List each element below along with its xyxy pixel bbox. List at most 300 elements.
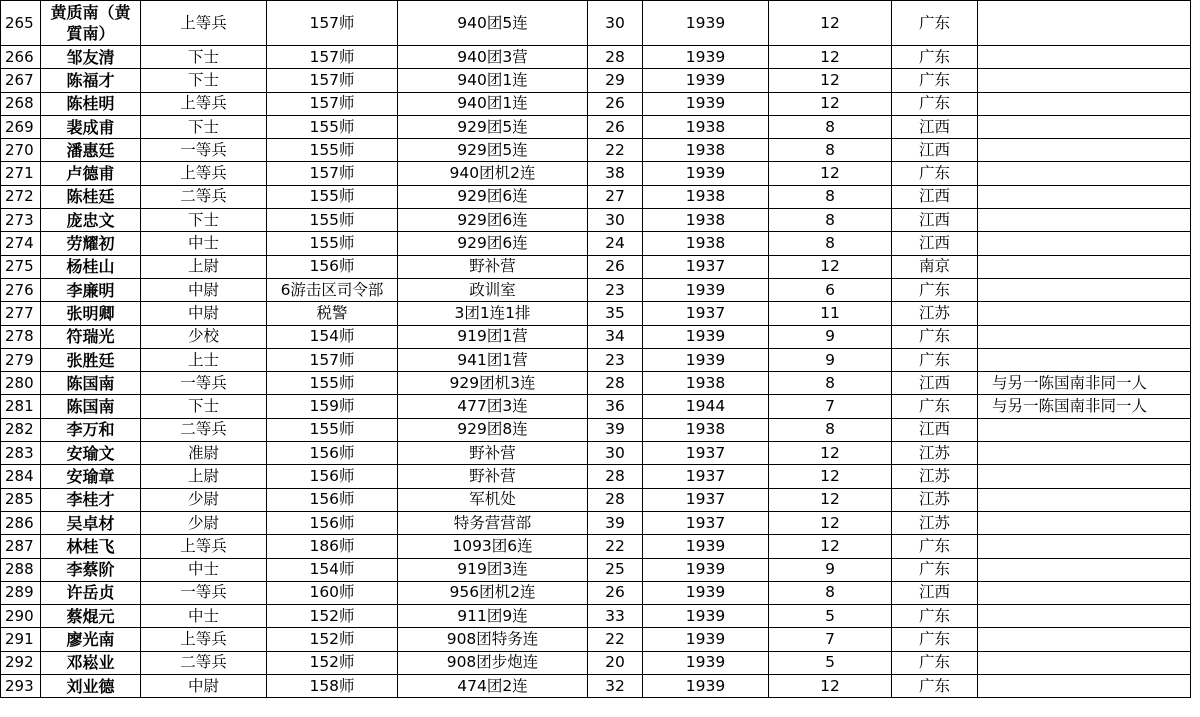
year-cell: 1937 bbox=[643, 255, 769, 278]
province-cell: 广东 bbox=[892, 162, 978, 185]
division-cell: 156师 bbox=[267, 511, 398, 534]
table-row bbox=[1, 302, 1191, 325]
province-cell: 广东 bbox=[892, 651, 978, 674]
division-cell: 154师 bbox=[267, 325, 398, 348]
age-cell: 27 bbox=[588, 185, 643, 208]
table-row bbox=[1, 325, 1191, 348]
row-number-cell: 282 bbox=[1, 418, 41, 441]
unit-cell: 政训室 bbox=[398, 278, 588, 301]
rank-cell: 上尉 bbox=[141, 255, 267, 278]
year-cell: 1939 bbox=[643, 348, 769, 371]
province-cell: 广东 bbox=[892, 278, 978, 301]
rank-cell: 中士 bbox=[141, 605, 267, 628]
month-cell: 12 bbox=[769, 46, 892, 69]
row-number-cell: 266 bbox=[1, 46, 41, 69]
soldier-name-cell: 陈桂明 bbox=[41, 92, 141, 115]
note-cell bbox=[978, 651, 1191, 674]
soldier-name-cell: 陈国南 bbox=[41, 395, 141, 418]
table-row bbox=[1, 348, 1191, 371]
province-cell: 江西 bbox=[892, 139, 978, 162]
note-cell bbox=[978, 69, 1191, 92]
year-cell: 1938 bbox=[643, 185, 769, 208]
row-number-cell: 271 bbox=[1, 162, 41, 185]
unit-cell: 919团3连 bbox=[398, 558, 588, 581]
soldier-name-cell: 陈桂廷 bbox=[41, 185, 141, 208]
row-number-cell: 288 bbox=[1, 558, 41, 581]
soldier-name-cell: 林桂飞 bbox=[41, 535, 141, 558]
note-cell bbox=[978, 139, 1191, 162]
note-cell bbox=[978, 488, 1191, 511]
unit-cell: 929团6连 bbox=[398, 185, 588, 208]
month-cell: 8 bbox=[769, 115, 892, 138]
month-cell: 12 bbox=[769, 69, 892, 92]
year-cell: 1939 bbox=[643, 69, 769, 92]
age-cell: 28 bbox=[588, 372, 643, 395]
division-cell: 152师 bbox=[267, 651, 398, 674]
rank-cell: 上等兵 bbox=[141, 92, 267, 115]
province-cell: 江苏 bbox=[892, 465, 978, 488]
rank-cell: 一等兵 bbox=[141, 372, 267, 395]
division-cell: 157师 bbox=[267, 348, 398, 371]
month-cell: 8 bbox=[769, 185, 892, 208]
division-cell: 160师 bbox=[267, 581, 398, 604]
division-cell: 156师 bbox=[267, 442, 398, 465]
year-cell: 1937 bbox=[643, 465, 769, 488]
row-number-cell: 267 bbox=[1, 69, 41, 92]
note-cell bbox=[978, 1, 1191, 46]
province-cell: 江西 bbox=[892, 115, 978, 138]
province-cell: 江西 bbox=[892, 209, 978, 232]
unit-cell: 940团机2连 bbox=[398, 162, 588, 185]
division-cell: 155师 bbox=[267, 232, 398, 255]
month-cell: 12 bbox=[769, 162, 892, 185]
row-number-cell: 285 bbox=[1, 488, 41, 511]
rank-cell: 少校 bbox=[141, 325, 267, 348]
unit-cell: 929团6连 bbox=[398, 232, 588, 255]
month-cell: 12 bbox=[769, 442, 892, 465]
province-cell: 广东 bbox=[892, 395, 978, 418]
note-cell bbox=[978, 418, 1191, 441]
note-cell bbox=[978, 46, 1191, 69]
province-cell: 广东 bbox=[892, 1, 978, 46]
rank-cell: 上尉 bbox=[141, 465, 267, 488]
table-row bbox=[1, 511, 1191, 534]
age-cell: 34 bbox=[588, 325, 643, 348]
note-cell bbox=[978, 348, 1191, 371]
year-cell: 1938 bbox=[643, 209, 769, 232]
rank-cell: 一等兵 bbox=[141, 139, 267, 162]
year-cell: 1937 bbox=[643, 488, 769, 511]
rank-cell: 上等兵 bbox=[141, 535, 267, 558]
age-cell: 39 bbox=[588, 511, 643, 534]
row-number-cell: 275 bbox=[1, 255, 41, 278]
note-cell bbox=[978, 465, 1191, 488]
division-cell: 155师 bbox=[267, 115, 398, 138]
rank-cell: 中尉 bbox=[141, 675, 267, 698]
division-cell: 155师 bbox=[267, 185, 398, 208]
age-cell: 26 bbox=[588, 92, 643, 115]
table-row bbox=[1, 605, 1191, 628]
month-cell: 12 bbox=[769, 511, 892, 534]
division-cell: 155师 bbox=[267, 209, 398, 232]
table-row bbox=[1, 535, 1191, 558]
age-cell: 22 bbox=[588, 628, 643, 651]
table-row bbox=[1, 139, 1191, 162]
table-row bbox=[1, 209, 1191, 232]
age-cell: 33 bbox=[588, 605, 643, 628]
table-row bbox=[1, 675, 1191, 698]
division-cell: 152师 bbox=[267, 628, 398, 651]
month-cell: 8 bbox=[769, 232, 892, 255]
unit-cell: 940团1连 bbox=[398, 69, 588, 92]
division-cell: 157师 bbox=[267, 69, 398, 92]
table-row bbox=[1, 488, 1191, 511]
province-cell: 广东 bbox=[892, 675, 978, 698]
division-cell: 156师 bbox=[267, 465, 398, 488]
year-cell: 1937 bbox=[643, 511, 769, 534]
table-row bbox=[1, 46, 1191, 69]
table-row bbox=[1, 465, 1191, 488]
note-cell bbox=[978, 558, 1191, 581]
year-cell: 1939 bbox=[643, 278, 769, 301]
note-cell bbox=[978, 255, 1191, 278]
table-row bbox=[1, 558, 1191, 581]
age-cell: 32 bbox=[588, 675, 643, 698]
month-cell: 8 bbox=[769, 372, 892, 395]
month-cell: 8 bbox=[769, 209, 892, 232]
division-cell: 156师 bbox=[267, 255, 398, 278]
table-row bbox=[1, 69, 1191, 92]
soldier-name-cell: 安瑜文 bbox=[41, 442, 141, 465]
rank-cell: 中士 bbox=[141, 232, 267, 255]
division-cell: 157师 bbox=[267, 1, 398, 46]
unit-cell: 929团机3连 bbox=[398, 372, 588, 395]
age-cell: 30 bbox=[588, 442, 643, 465]
month-cell: 12 bbox=[769, 92, 892, 115]
unit-cell: 941团1营 bbox=[398, 348, 588, 371]
month-cell: 7 bbox=[769, 395, 892, 418]
division-cell: 155师 bbox=[267, 372, 398, 395]
month-cell: 6 bbox=[769, 278, 892, 301]
note-cell bbox=[978, 628, 1191, 651]
row-number-cell: 286 bbox=[1, 511, 41, 534]
year-cell: 1939 bbox=[643, 162, 769, 185]
division-cell: 159师 bbox=[267, 395, 398, 418]
month-cell: 5 bbox=[769, 605, 892, 628]
province-cell: 江西 bbox=[892, 232, 978, 255]
soldier-name-cell: 陈福才 bbox=[41, 69, 141, 92]
table-row bbox=[1, 581, 1191, 604]
age-cell: 26 bbox=[588, 115, 643, 138]
age-cell: 38 bbox=[588, 162, 643, 185]
year-cell: 1939 bbox=[643, 92, 769, 115]
soldier-name-cell: 裴成甫 bbox=[41, 115, 141, 138]
age-cell: 30 bbox=[588, 209, 643, 232]
note-cell bbox=[978, 581, 1191, 604]
division-cell: 6游击区司令部 bbox=[267, 278, 398, 301]
unit-cell: 特务营营部 bbox=[398, 511, 588, 534]
note-cell bbox=[978, 209, 1191, 232]
month-cell: 8 bbox=[769, 139, 892, 162]
year-cell: 1939 bbox=[643, 581, 769, 604]
rank-cell: 上等兵 bbox=[141, 628, 267, 651]
month-cell: 12 bbox=[769, 488, 892, 511]
province-cell: 江西 bbox=[892, 418, 978, 441]
rank-cell: 上等兵 bbox=[141, 1, 267, 46]
table-row bbox=[1, 628, 1191, 651]
age-cell: 30 bbox=[588, 1, 643, 46]
unit-cell: 940团5连 bbox=[398, 1, 588, 46]
month-cell: 12 bbox=[769, 255, 892, 278]
division-cell: 158师 bbox=[267, 675, 398, 698]
month-cell: 12 bbox=[769, 675, 892, 698]
month-cell: 9 bbox=[769, 348, 892, 371]
division-cell: 152师 bbox=[267, 605, 398, 628]
rank-cell: 上士 bbox=[141, 348, 267, 371]
note-cell bbox=[978, 511, 1191, 534]
table-row bbox=[1, 92, 1191, 115]
soldier-name-cell: 李廉明 bbox=[41, 278, 141, 301]
rank-cell: 二等兵 bbox=[141, 185, 267, 208]
unit-cell: 474团2连 bbox=[398, 675, 588, 698]
month-cell: 12 bbox=[769, 465, 892, 488]
rank-cell: 下士 bbox=[141, 115, 267, 138]
rank-cell: 上等兵 bbox=[141, 162, 267, 185]
province-cell: 广东 bbox=[892, 92, 978, 115]
province-cell: 广东 bbox=[892, 628, 978, 651]
month-cell: 8 bbox=[769, 581, 892, 604]
table-row bbox=[1, 1, 1191, 46]
division-cell: 157师 bbox=[267, 46, 398, 69]
soldier-name-cell: 潘惠廷 bbox=[41, 139, 141, 162]
province-cell: 江西 bbox=[892, 372, 978, 395]
rank-cell: 少尉 bbox=[141, 488, 267, 511]
province-cell: 广东 bbox=[892, 69, 978, 92]
table-row bbox=[1, 651, 1191, 674]
rank-cell: 中尉 bbox=[141, 278, 267, 301]
unit-cell: 940团1连 bbox=[398, 92, 588, 115]
year-cell: 1938 bbox=[643, 372, 769, 395]
row-number-cell: 283 bbox=[1, 442, 41, 465]
note-cell bbox=[978, 185, 1191, 208]
year-cell: 1939 bbox=[643, 605, 769, 628]
row-number-cell: 289 bbox=[1, 581, 41, 604]
province-cell: 江苏 bbox=[892, 302, 978, 325]
row-number-cell: 292 bbox=[1, 651, 41, 674]
note-cell: 与另一陈国南非同一人 bbox=[978, 395, 1191, 418]
row-number-cell: 277 bbox=[1, 302, 41, 325]
row-number-cell: 270 bbox=[1, 139, 41, 162]
unit-cell: 940团3营 bbox=[398, 46, 588, 69]
division-cell: 税警 bbox=[267, 302, 398, 325]
age-cell: 28 bbox=[588, 46, 643, 69]
unit-cell: 野补营 bbox=[398, 255, 588, 278]
division-cell: 186师 bbox=[267, 535, 398, 558]
year-cell: 1939 bbox=[643, 325, 769, 348]
row-number-cell: 265 bbox=[1, 1, 41, 46]
note-cell bbox=[978, 162, 1191, 185]
soldier-name-cell: 杨桂山 bbox=[41, 255, 141, 278]
rank-cell: 二等兵 bbox=[141, 418, 267, 441]
month-cell: 9 bbox=[769, 325, 892, 348]
age-cell: 23 bbox=[588, 278, 643, 301]
age-cell: 24 bbox=[588, 232, 643, 255]
row-number-cell: 290 bbox=[1, 605, 41, 628]
age-cell: 23 bbox=[588, 348, 643, 371]
unit-cell: 908团特务连 bbox=[398, 628, 588, 651]
unit-cell: 野补营 bbox=[398, 465, 588, 488]
row-number-cell: 276 bbox=[1, 278, 41, 301]
table-row bbox=[1, 255, 1191, 278]
month-cell: 12 bbox=[769, 1, 892, 46]
year-cell: 1938 bbox=[643, 232, 769, 255]
province-cell: 江苏 bbox=[892, 488, 978, 511]
unit-cell: 1093团6连 bbox=[398, 535, 588, 558]
soldier-name-cell: 李蔡阶 bbox=[41, 558, 141, 581]
unit-cell: 929团5连 bbox=[398, 139, 588, 162]
age-cell: 39 bbox=[588, 418, 643, 441]
unit-cell: 929团5连 bbox=[398, 115, 588, 138]
table-row bbox=[1, 185, 1191, 208]
soldier-name-cell: 张胜廷 bbox=[41, 348, 141, 371]
rank-cell: 中尉 bbox=[141, 302, 267, 325]
table-row bbox=[1, 162, 1191, 185]
row-number-cell: 284 bbox=[1, 465, 41, 488]
table-row bbox=[1, 372, 1191, 395]
note-cell bbox=[978, 232, 1191, 255]
year-cell: 1939 bbox=[643, 1, 769, 46]
unit-cell: 野补营 bbox=[398, 442, 588, 465]
age-cell: 29 bbox=[588, 69, 643, 92]
rank-cell: 少尉 bbox=[141, 511, 267, 534]
division-cell: 155师 bbox=[267, 418, 398, 441]
year-cell: 1944 bbox=[643, 395, 769, 418]
soldier-name-cell: 许岳贞 bbox=[41, 581, 141, 604]
month-cell: 11 bbox=[769, 302, 892, 325]
row-number-cell: 293 bbox=[1, 675, 41, 698]
note-cell bbox=[978, 278, 1191, 301]
note-cell bbox=[978, 605, 1191, 628]
year-cell: 1939 bbox=[643, 558, 769, 581]
year-cell: 1939 bbox=[643, 46, 769, 69]
province-cell: 广东 bbox=[892, 535, 978, 558]
soldier-name-cell: 符瑞光 bbox=[41, 325, 141, 348]
year-cell: 1937 bbox=[643, 302, 769, 325]
age-cell: 20 bbox=[588, 651, 643, 674]
note-cell bbox=[978, 302, 1191, 325]
age-cell: 25 bbox=[588, 558, 643, 581]
age-cell: 28 bbox=[588, 465, 643, 488]
row-number-cell: 279 bbox=[1, 348, 41, 371]
division-cell: 155师 bbox=[267, 139, 398, 162]
row-number-cell: 278 bbox=[1, 325, 41, 348]
age-cell: 22 bbox=[588, 139, 643, 162]
table-row bbox=[1, 442, 1191, 465]
note-cell bbox=[978, 535, 1191, 558]
province-cell: 广东 bbox=[892, 558, 978, 581]
year-cell: 1939 bbox=[643, 675, 769, 698]
row-number-cell: 280 bbox=[1, 372, 41, 395]
division-cell: 157师 bbox=[267, 162, 398, 185]
year-cell: 1939 bbox=[643, 628, 769, 651]
soldier-name-cell: 邹友清 bbox=[41, 46, 141, 69]
note-cell bbox=[978, 675, 1191, 698]
year-cell: 1938 bbox=[643, 418, 769, 441]
note-cell bbox=[978, 442, 1191, 465]
unit-cell: 477团3连 bbox=[398, 395, 588, 418]
rank-cell: 下士 bbox=[141, 69, 267, 92]
month-cell: 9 bbox=[769, 558, 892, 581]
row-number-cell: 287 bbox=[1, 535, 41, 558]
soldier-name-cell: 劳耀初 bbox=[41, 232, 141, 255]
soldier-name-cell: 廖光南 bbox=[41, 628, 141, 651]
table-row bbox=[1, 418, 1191, 441]
row-number-cell: 274 bbox=[1, 232, 41, 255]
rank-cell: 一等兵 bbox=[141, 581, 267, 604]
year-cell: 1937 bbox=[643, 442, 769, 465]
soldier-name-cell: 卢德甫 bbox=[41, 162, 141, 185]
note-cell bbox=[978, 325, 1191, 348]
province-cell: 广东 bbox=[892, 325, 978, 348]
note-cell bbox=[978, 92, 1191, 115]
soldier-name-cell: 黄质南（黄質南） bbox=[41, 1, 141, 46]
soldier-name-cell: 刘业德 bbox=[41, 675, 141, 698]
province-cell: 南京 bbox=[892, 255, 978, 278]
age-cell: 26 bbox=[588, 255, 643, 278]
month-cell: 7 bbox=[769, 628, 892, 651]
unit-cell: 919团1营 bbox=[398, 325, 588, 348]
province-cell: 江西 bbox=[892, 185, 978, 208]
soldier-name-cell: 李桂才 bbox=[41, 488, 141, 511]
province-cell: 广东 bbox=[892, 46, 978, 69]
rank-cell: 下士 bbox=[141, 395, 267, 418]
month-cell: 12 bbox=[769, 535, 892, 558]
province-cell: 江西 bbox=[892, 581, 978, 604]
month-cell: 5 bbox=[769, 651, 892, 674]
year-cell: 1938 bbox=[643, 115, 769, 138]
age-cell: 35 bbox=[588, 302, 643, 325]
unit-cell: 929团6连 bbox=[398, 209, 588, 232]
row-number-cell: 291 bbox=[1, 628, 41, 651]
soldier-name-cell: 吴卓材 bbox=[41, 511, 141, 534]
rank-cell: 中士 bbox=[141, 558, 267, 581]
age-cell: 28 bbox=[588, 488, 643, 511]
note-cell bbox=[978, 115, 1191, 138]
row-number-cell: 281 bbox=[1, 395, 41, 418]
division-cell: 156师 bbox=[267, 488, 398, 511]
soldier-name-cell: 李万和 bbox=[41, 418, 141, 441]
year-cell: 1939 bbox=[643, 651, 769, 674]
unit-cell: 929团8连 bbox=[398, 418, 588, 441]
province-cell: 广东 bbox=[892, 348, 978, 371]
year-cell: 1939 bbox=[643, 535, 769, 558]
rank-cell: 下士 bbox=[141, 46, 267, 69]
rank-cell: 准尉 bbox=[141, 442, 267, 465]
division-cell: 154师 bbox=[267, 558, 398, 581]
rank-cell: 下士 bbox=[141, 209, 267, 232]
row-number-cell: 273 bbox=[1, 209, 41, 232]
soldier-name-cell: 安瑜章 bbox=[41, 465, 141, 488]
province-cell: 江苏 bbox=[892, 511, 978, 534]
soldier-name-cell: 邓崧业 bbox=[41, 651, 141, 674]
province-cell: 广东 bbox=[892, 605, 978, 628]
row-number-cell: 269 bbox=[1, 115, 41, 138]
soldier-name-cell: 陈国南 bbox=[41, 372, 141, 395]
soldier-name-cell: 庞忠文 bbox=[41, 209, 141, 232]
roster-body bbox=[1, 1, 1191, 698]
division-cell: 157师 bbox=[267, 92, 398, 115]
province-cell: 江苏 bbox=[892, 442, 978, 465]
